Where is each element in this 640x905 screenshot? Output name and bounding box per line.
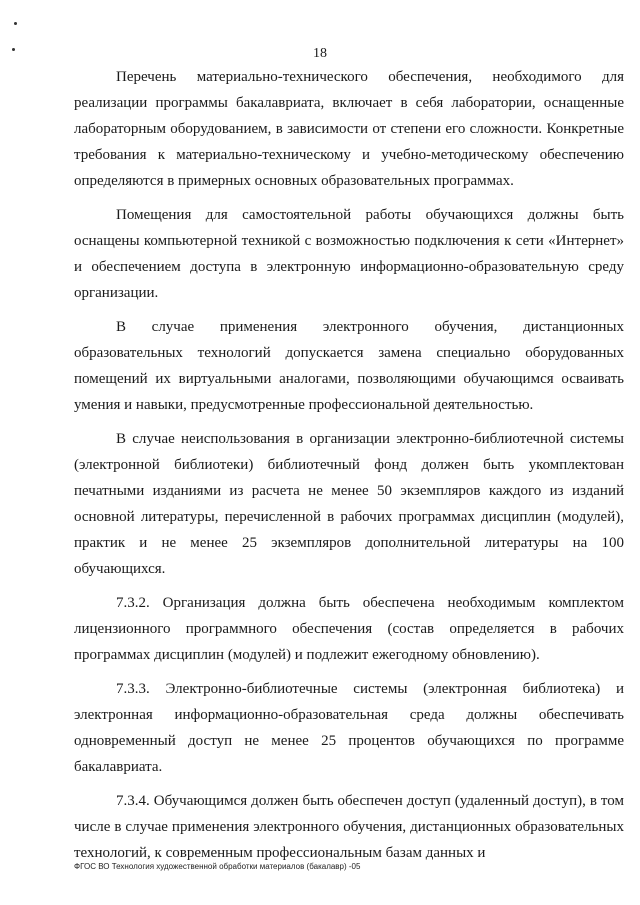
page-footer: ФГОС ВО Технология художественной обработки материалов (бакалавр) -05 xyxy=(74,862,361,871)
document-body xyxy=(74,64,624,874)
paragraph-library-fund: В случае неиспользования в организации электронно-библиотечной системы (электронной библиотеки) библиотечный фонд должен быть укомплектован печатными изданиями из расчета не менее 50 экземпляров каждого из изданий основной литературы, перечисленной в рабочих программах дисциплин (модулей), практик и не менее 25 экземпляров дополнительной литературы на 100 обучающихся. xyxy=(74,431,624,577)
scan-mark xyxy=(14,22,17,25)
paragraph-equipment-list: Перечень материально-технического обеспечения, необходимого для реализации программы бакалавриата, включает в себя лаборатории, оснащенные лабораторным оборудованием, в зависимости от степени его сложности. Конкретные требования к материально-техническому и учебно-методическому обеспечению определяются в примерных основных образовательных программах. xyxy=(74,69,624,189)
page-number: 18 xyxy=(313,46,327,61)
paragraph-7-3-2: 7.3.2. Организация должна быть обеспечена необходимым комплектом лицензионного программного обеспечения (состав определяется в рабочих программах дисциплин (модулей) и подлежит ежегодному обновлению). xyxy=(74,595,624,663)
paragraph-7-3-4: 7.3.4. Обучающимся должен быть обеспечен доступ (удаленный доступ), в том числе в случае применения электронного обучения, дистанционных образовательных технологий, к современным профессиональным базам данных и xyxy=(74,793,624,861)
paragraph-7-3-3: 7.3.3. Электронно-библиотечные системы (электронная библиотека) и электронная информационно-образовательная среда должны обеспечивать одновременный доступ не менее 25 процентов обучающихся по программе бакалавриата. xyxy=(74,681,624,775)
paragraph-self-study-rooms: Помещения для самостоятельной работы обучающихся должны быть оснащены компьютерной техникой с возможностью подключения к сети «Интернет» и обеспечением доступа в электронную информационно-образовательную среду организации. xyxy=(74,207,624,301)
paragraph-e-learning: В случае применения электронного обучения, дистанционных образовательных технологий допускается замена специально оборудованных помещений их виртуальными аналогами, позволяющими обучающимся осваивать умения и навыки, предусмотренные профессиональной деятельностью. xyxy=(74,319,624,413)
